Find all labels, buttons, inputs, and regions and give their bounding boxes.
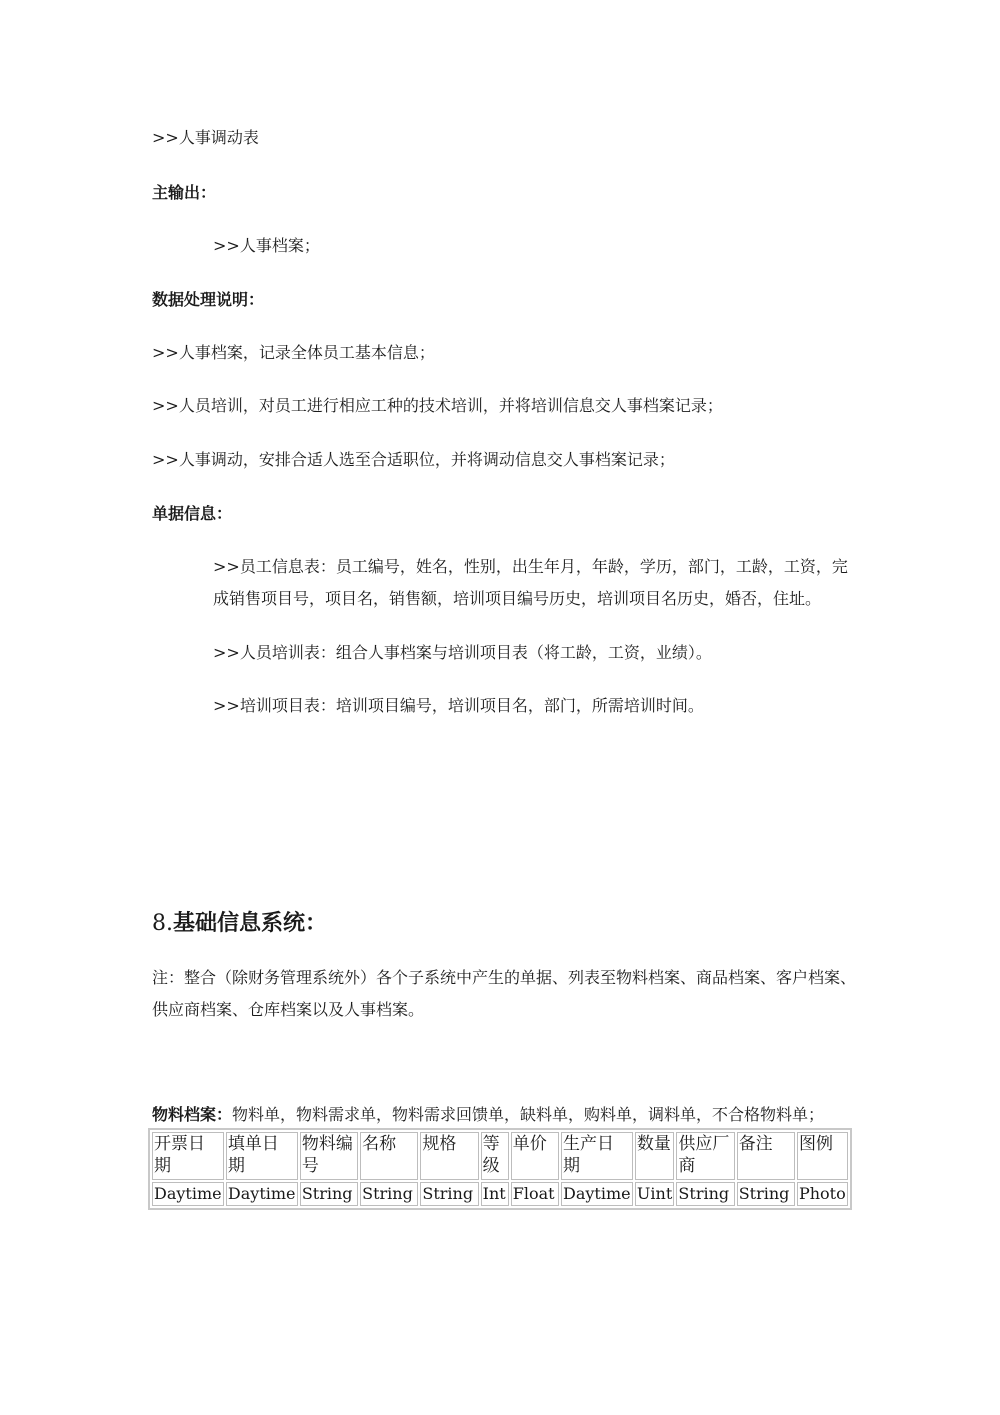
table-cell: Photo bbox=[797, 1182, 848, 1206]
table-row bbox=[152, 1182, 848, 1206]
material-archive-label: 物料档案： bbox=[152, 1105, 233, 1124]
document-item-employee-info bbox=[152, 551, 852, 615]
list-item: >>人事调动，安排合适人选至合适职位，并将调动信息交人事档案记录； bbox=[152, 450, 675, 469]
material-archive-items: 物料单，物料需求单，物料需求回馈单，缺料单，购料单，调料单，不合格物料单； bbox=[232, 1105, 825, 1124]
document-item-training-project: >>培训项目表：培训项目编号，培训项目名，部门，所需培训时间。 bbox=[213, 696, 704, 715]
paragraph-text: >>员工信息表：员工编号，姓名，性别，出生年月，年龄，学历，部门，工龄，工资，完成销售项目号，项目名，销售额，培训项目编号历史，培训项目名历史，婚否，住址。 bbox=[213, 557, 848, 608]
table-header-cell: 生产日期 bbox=[561, 1132, 633, 1180]
section-heading-documents: 单据信息： bbox=[152, 504, 233, 523]
table-header-cell: 数量 bbox=[635, 1132, 675, 1180]
table-header-cell: 填单日期 bbox=[226, 1132, 298, 1180]
table-header-cell: 物料编号 bbox=[300, 1132, 358, 1180]
list-item: >>人事档案，记录全体员工基本信息； bbox=[152, 343, 435, 362]
table-header-row bbox=[152, 1132, 848, 1180]
table-header-cell: 等级 bbox=[481, 1132, 509, 1180]
material-archive-table bbox=[148, 1128, 852, 1210]
table-header-cell: 规格 bbox=[420, 1132, 478, 1180]
table-cell: Daytime bbox=[226, 1182, 298, 1206]
section-heading-processing: 数据处理说明： bbox=[152, 290, 265, 309]
table-header-cell: 名称 bbox=[360, 1132, 418, 1180]
table-cell: Int bbox=[481, 1182, 509, 1206]
section-title: 基础信息系统： bbox=[173, 911, 328, 936]
list-item: >>人事档案； bbox=[213, 236, 320, 255]
table-cell: String bbox=[676, 1182, 734, 1206]
table-cell: String bbox=[420, 1182, 478, 1206]
material-archive-caption bbox=[152, 1102, 824, 1125]
table-cell: Daytime bbox=[561, 1182, 633, 1206]
table-cell: String bbox=[300, 1182, 358, 1206]
table-header-cell: 开票日期 bbox=[152, 1132, 224, 1180]
list-item: >>人事调动表 bbox=[152, 128, 259, 147]
list-item: >>人员培训，对员工进行相应工种的技术培训，并将培训信息交人事档案记录； bbox=[152, 396, 723, 415]
document-item-training: >>人员培训表：组合人事档案与培训项目表（将工龄，工资，业绩）。 bbox=[213, 643, 712, 662]
section-heading-main-output: 主输出： bbox=[152, 183, 217, 202]
section-8-heading bbox=[152, 906, 327, 937]
table-cell: String bbox=[737, 1182, 795, 1206]
section-note: 注：整合（除财务管理系统外）各个子系统中产生的单据、列表至物料档案、商品档案、客户档案、供应商档案、仓库档案以及人事档案。 bbox=[152, 968, 857, 1019]
section-number: 8. bbox=[152, 911, 173, 936]
table-cell: Uint bbox=[635, 1182, 675, 1206]
table-header-cell: 备注 bbox=[737, 1132, 795, 1180]
table-cell: Float bbox=[511, 1182, 559, 1206]
table-cell: String bbox=[360, 1182, 418, 1206]
table-cell: Daytime bbox=[152, 1182, 224, 1206]
table-header-cell: 图例 bbox=[797, 1132, 848, 1180]
table-header-cell: 单价 bbox=[511, 1132, 559, 1180]
table-header-cell: 供应厂商 bbox=[676, 1132, 734, 1180]
